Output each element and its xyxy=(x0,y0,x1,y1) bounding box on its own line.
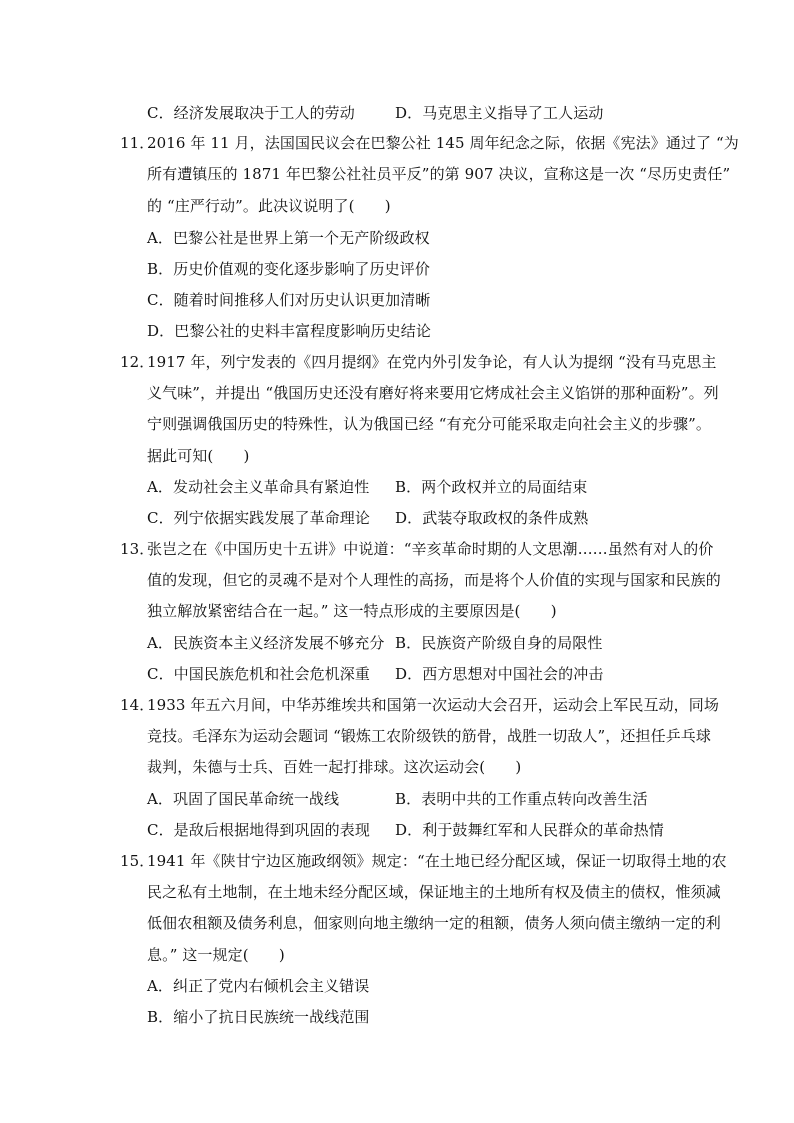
q14-option-c: C．是敌后根据地得到巩固的表现 xyxy=(147,821,370,839)
q14-text-3: 裁判，朱德与士兵、百姓一起打排球。这次运动会( ) xyxy=(147,758,522,776)
q12-option-b: B．两个政权并立的局面结束 xyxy=(395,478,588,496)
q15-number: 15． xyxy=(120,852,155,870)
q11-number: 11． xyxy=(120,134,155,152)
q13-option-a: A．民族资本主义经济发展不够充分 xyxy=(147,634,385,652)
q13-text-2: 值的发现，但它的灵魂不是对个人理性的高扬，而是将个人价值的实现与国家和民族的 xyxy=(147,571,721,589)
q14-option-d: D．利于鼓舞红军和人民群众的革命热情 xyxy=(395,821,664,839)
q15-text-3: 低佃农租额及债务利息，佃家则向地主缴纳一定的租额，债务人须向债主缴纳一定的利 xyxy=(147,914,721,932)
q13-option-d: D．西方思想对中国社会的冲击 xyxy=(395,665,604,683)
q10-option-d: D．马克思主义指导了工人运动 xyxy=(395,104,604,122)
q14-option-a: A．巩固了国民革命统一战线 xyxy=(147,790,340,808)
q12-text-2: 义气味”，并提出 “俄国历史还没有磨好将来要用它烤成社会主义馅饼的那种面粉”。列 xyxy=(147,384,719,402)
q11-text-3: 的 “庄严行动”。此决议说明了( ) xyxy=(147,197,391,215)
q15-text-2: 民之私有土地制，在土地未经分配区域，保证地主的土地所有权及债主的债权，惟须减 xyxy=(147,883,721,901)
q13-option-c: C．中国民族危机和社会危机深重 xyxy=(147,665,370,683)
q14-number: 14． xyxy=(120,696,155,714)
q15-option-a: A．纠正了党内右倾机会主义错误 xyxy=(147,977,370,995)
q12-text-4: 据此可知( ) xyxy=(147,447,250,465)
q11-text-2: 所有遭镇压的 1871 年巴黎公社社员平反”的第 907 决议，宣称这是一次 “尽历史责任” xyxy=(147,165,731,183)
q13-text-3: 独立解放紧密结合在一起。” 这一特点形成的主要原因是( ) xyxy=(147,602,557,620)
q10-option-c: C．经济发展取决于工人的劳动 xyxy=(147,104,355,122)
q11-option-b: B．历史价值观的变化逐步影响了历史评价 xyxy=(147,260,430,278)
q13-option-b: B．民族资产阶级自身的局限性 xyxy=(395,634,603,652)
q13-number: 13． xyxy=(120,540,155,558)
q11-option-a: A．巴黎公社是世界上第一个无产阶级政权 xyxy=(147,229,430,247)
q13-text-1: 张岂之在《中国历史十五讲》中说道：“辛亥革命时期的人文思潮……虽然有对人的价 xyxy=(147,540,714,558)
q12-option-c: C．列宁依据实践发展了革命理论 xyxy=(147,509,370,527)
q13-line-1 xyxy=(120,539,713,559)
q12-line-1 xyxy=(120,352,716,372)
q12-text-1: 1917 年，列宁发表的《四月提纲》在党内外引发争论，有人认为提纲 “没有马克思主 xyxy=(147,353,717,371)
q15-option-b: B．缩小了抗日民族统一战线范围 xyxy=(147,1008,370,1026)
q14-line-1 xyxy=(120,695,719,715)
q11-option-c: C．随着时间推移人们对历史认识更加清晰 xyxy=(147,291,431,309)
q11-text-1: 2016 年 11 月，法国国民议会在巴黎公社 145 周年纪念之际，依据《宪法》通过了 “为 xyxy=(147,134,739,152)
q14-text-2: 竞技。毛泽东为运动会题词 “锻炼工农阶级铁的筋骨，战胜一切敌人”，还担任乒乓球 xyxy=(147,727,712,745)
q15-text-4: 息。” 这一规定( ) xyxy=(147,946,285,964)
q11-line-1 xyxy=(120,133,739,153)
q12-number: 12． xyxy=(120,353,155,371)
q12-text-3: 宁则强调俄国历史的特殊性，认为俄国已经 “有充分可能采取走向社会主义的步骤”。 xyxy=(147,415,712,433)
q15-line-1 xyxy=(120,851,727,871)
q14-option-b: B．表明中共的工作重点转向改善生活 xyxy=(395,790,648,808)
q15-text-1: 1941 年《陕甘宁边区施政纲领》规定：“在土地已经分配区域，保证一切取得土地的农 xyxy=(147,852,727,870)
q11-option-d: D．巴黎公社的史料丰富程度影响历史结论 xyxy=(147,322,431,340)
q12-option-a: A．发动社会主义革命具有紧迫性 xyxy=(147,478,370,496)
q14-text-1: 1933 年五六月间，中华苏维埃共和国第一次运动大会召开，运动会上军民互动，同场 xyxy=(147,696,719,714)
q12-option-d: D．武装夺取政权的条件成熟 xyxy=(395,509,589,527)
